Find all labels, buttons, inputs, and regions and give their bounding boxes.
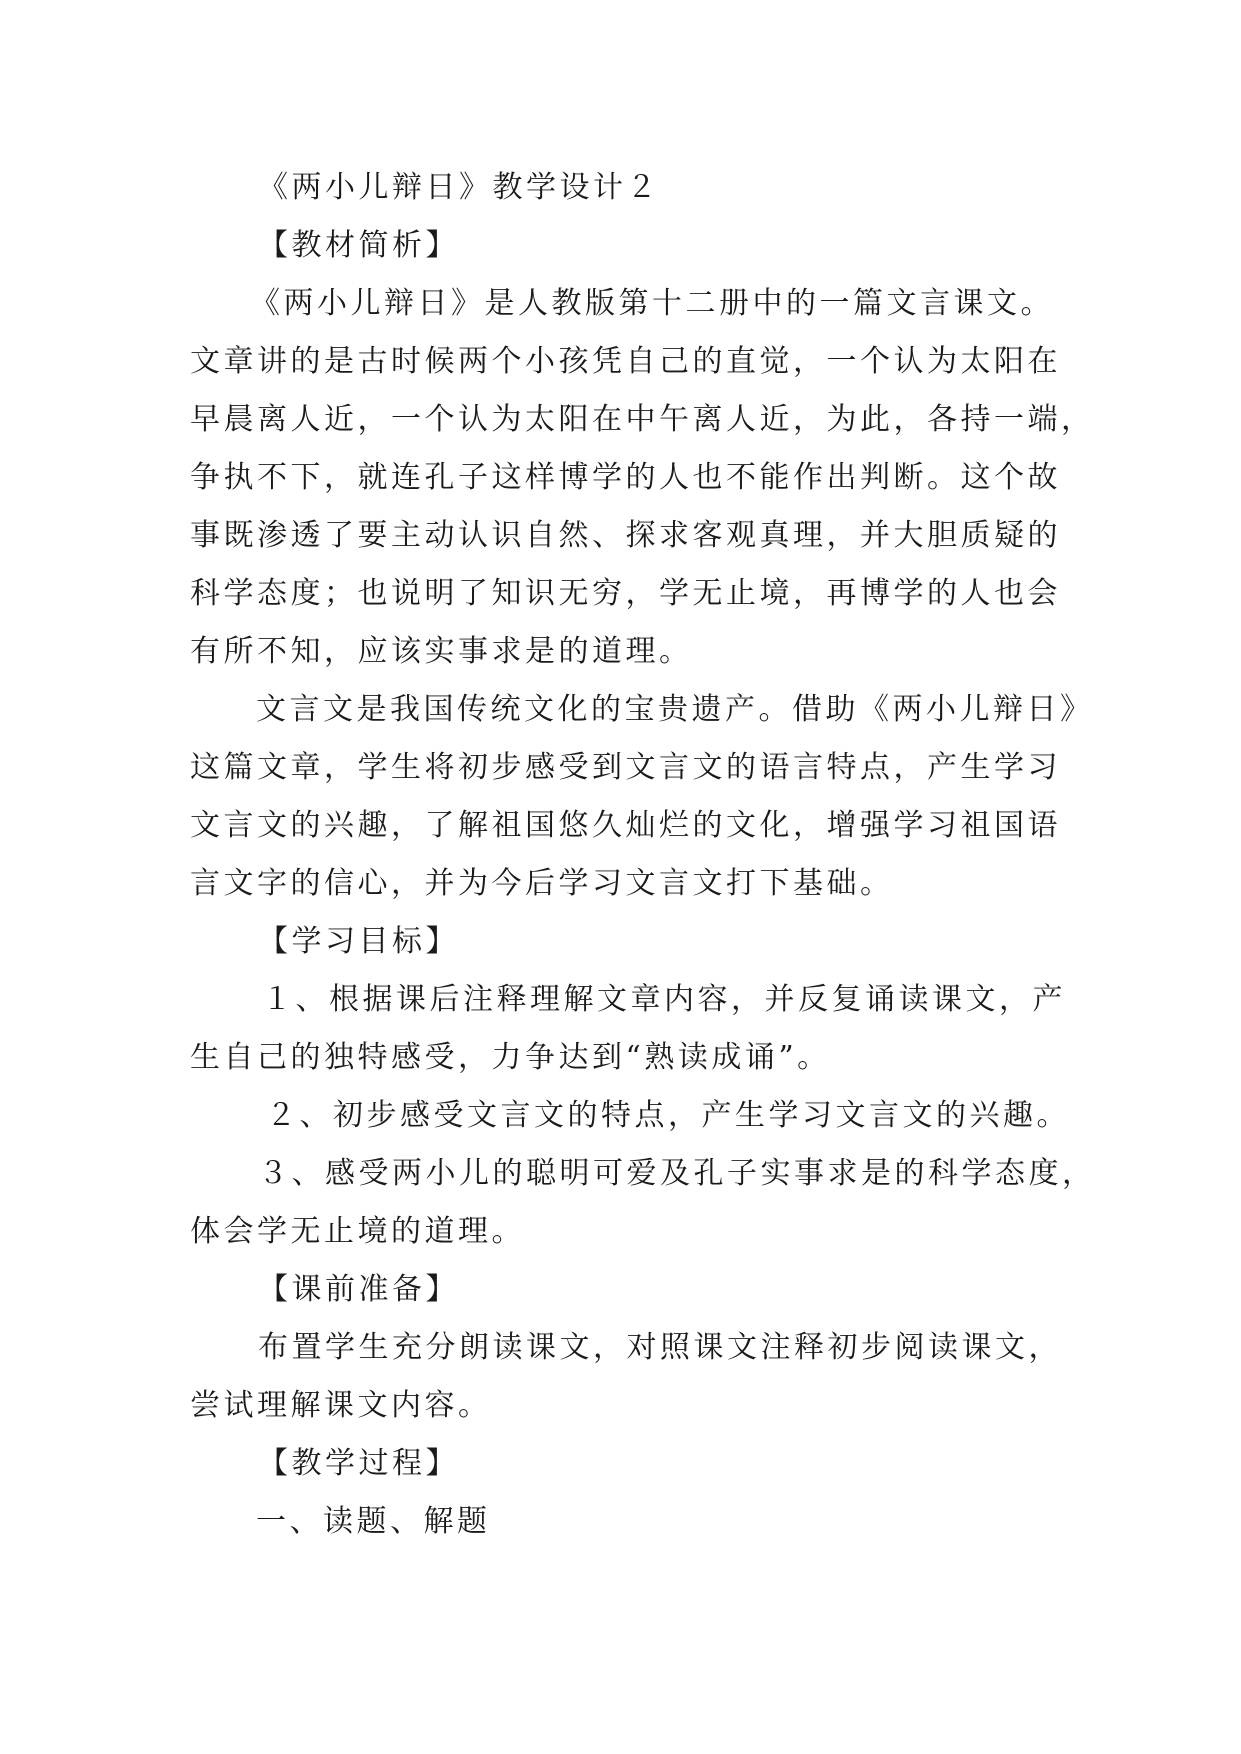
paragraph-line: 布置学生充分朗读课文，对照课文注释初步阅读课文， xyxy=(258,1330,1062,1365)
paragraph-line: 事既渗透了要主动认识自然、探求客观真理，并大胆质疑的 xyxy=(190,518,1061,553)
objective-item-3-continued: 体会学无止境的道理。 xyxy=(190,1214,525,1249)
paragraph-line: 文言文是我国传统文化的宝贵遗产。借助《两小儿辩日》 xyxy=(256,692,1094,727)
section-heading-textbook-analysis: 【教材简析】 xyxy=(258,228,459,263)
objective-item-1: １、根据课后注释理解文章内容，并反复诵读课文，产 xyxy=(262,982,1066,1017)
paragraph-line: 文言文的兴趣，了解祖国悠久灿烂的文化，增强学习祖国语 xyxy=(190,808,1061,843)
section-heading-teaching-process: 【教学过程】 xyxy=(258,1446,459,1481)
paragraph-line: 《两小儿辩日》是人教版第十二册中的一篇文言课文。 xyxy=(250,286,1054,321)
paragraph-line: 言文字的信心，并为今后学习文言文打下基础。 xyxy=(190,866,894,901)
paragraph-line: 争执不下，就连孔子这样博学的人也不能作出判断。这个故 xyxy=(190,460,1061,495)
paragraph-line: 有所不知，应该实事求是的道理。 xyxy=(190,634,693,669)
objective-item-3: ３、感受两小儿的聪明可爱及孔子实事求是的科学态度， xyxy=(258,1156,1096,1191)
section-heading-learning-objectives: 【学习目标】 xyxy=(258,924,459,959)
section-heading-preparation: 【课前准备】 xyxy=(258,1272,459,1307)
paragraph-line: 这篇文章，学生将初步感受到文言文的语言特点，产生学习 xyxy=(190,750,1061,785)
paragraph-line: 科学态度；也说明了知识无穷，学无止境，再博学的人也会 xyxy=(190,576,1061,611)
subheading-read-title: 一、读题、解题 xyxy=(256,1504,491,1539)
objective-item-2: ２、初步感受文言文的特点，产生学习文言文的兴趣。 xyxy=(266,1098,1070,1133)
paragraph-line: 早晨离人近，一个认为太阳在中午离人近，为此，各持一端， xyxy=(190,402,1095,437)
document-title: 《两小儿辩日》教学设计２ xyxy=(258,170,660,205)
objective-item-1-continued: 生自己的独特感受，力争达到“熟读成诵”。 xyxy=(190,1040,831,1075)
paragraph-line: 尝试理解课文内容。 xyxy=(190,1388,492,1423)
paragraph-line: 文章讲的是古时候两个小孩凭自己的直觉，一个认为太阳在 xyxy=(190,344,1061,379)
